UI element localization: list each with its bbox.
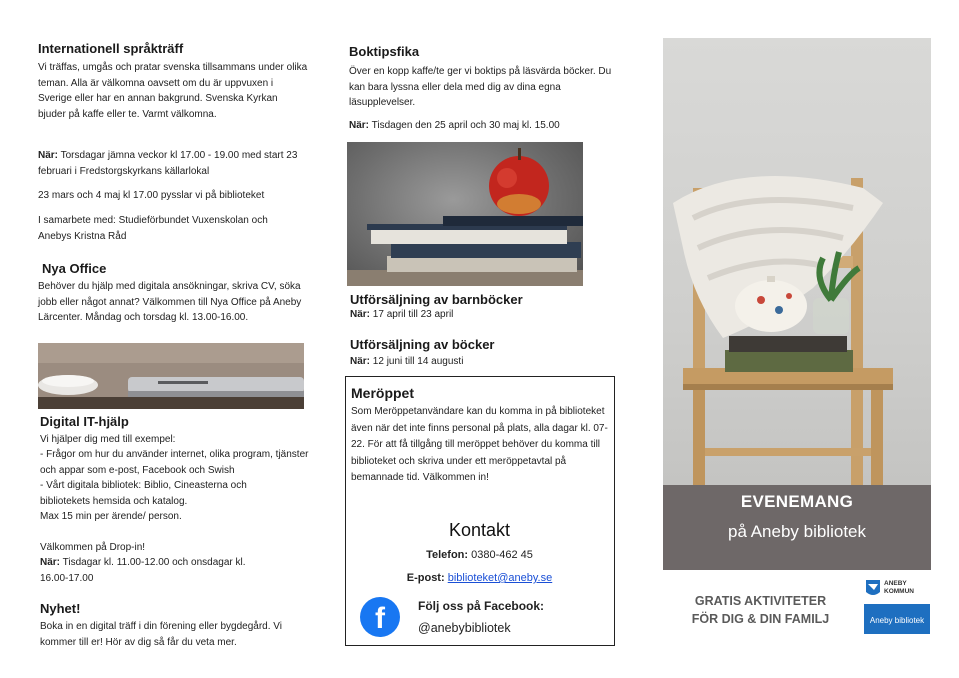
laptop-illustration [38,343,304,409]
contact-phone: Telefon: 0380-462 45 [426,549,533,561]
section-title-barnbocker: Utförsäljning av barnböcker [350,292,523,307]
section-body-boktips: Över en kopp kaffe/te ger vi boktips på läsvärda böcker. Du kan bara lyssna eller dela med dig av dina egna läsupplevelser. [349,66,612,108]
section-bullet2-it: - Vårt digitala bibliotek: Biblio, Cineasterna och bibliotekets hemsida och katalog. [40,480,247,507]
contact-title: Kontakt [448,520,511,540]
section-when-language: När: Torsdagar jämna veckor kl 17.00 - 19.00 med start 23 februari i Fredstorgskyrkans källarlokal [38,150,298,177]
facebook-title: Följ oss på Facebook: [418,599,545,613]
gratis-text [663,592,858,628]
facebook-icon[interactable]: f [360,597,400,637]
contact-email: E-post: biblioteket@aneby.se [406,572,553,584]
section-max-it: Max 15 min per ärende/ person. [40,511,182,522]
gratis-line-1: GRATIS AKTIVITETER [694,594,827,608]
laptop-photo [38,343,304,409]
section-body-nyhet: Boka in en digital träff i din förening eller bygdegård. Vi kommer till er! Hör av dig så får du veta mer. [40,621,283,648]
chair-illustration [663,38,931,485]
apple-books-illustration [347,142,583,286]
logo-label: Aneby bibliotek [869,616,925,625]
section-title-office: Nya Office [42,261,107,276]
meroppet-contact-box [345,376,615,646]
facebook-handle[interactable]: @anebybibliotek [418,621,511,635]
section-title-bocker: Utförsäljning av böcker [350,337,495,352]
section-when-boktips: När: Tisdagen den 25 april och 30 maj kl. 15.00 [349,120,560,131]
section-dropin-it: Välkommen på Drop-in! [40,542,146,553]
section-when-barnbocker: När: 17 april till 23 april [350,309,454,320]
section-body-office: Behöver du hjälp med digitala ansökningar, skriva CV, söka jobb eller något annat? Välkommen till Nya Office på Aneby Lärcenter. Måndag och torsdag kl. 13.00-16.00. [38,281,302,323]
section-extra-language: 23 mars och 4 maj kl 17.00 pysslar vi på biblioteket [38,190,265,201]
chair-photo [663,38,931,485]
aneby-logo [864,578,930,634]
section-title-boktips: Boktipsfika [349,44,420,59]
section-body-language: Vi träffas, umgås och pratar svenska tillsammans under olika teman. Alla är välkomna oavsett om du är uppvuxen i Sverige eller har en annan bakgrund. Svenska Kyrkan bjuder på kaffe eller te. Varmt välkomna. [38,62,308,120]
meroppet-body: Som Meröppetanvändare kan du komma in på biblioteket även när det inte finns personal på plats, alla dagar kl. 07-22. För att få tillgång till meröppet behöver du komma till biblioteket och skriva under ett meröppetavtal på bemannade tid. Välkommen in! [351,406,608,483]
meroppet-title: Meröppet [351,385,414,401]
section-bullet1-it: - Frågor om hur du använder internet, olika program, tjänster och appar som e-post, Facebook och Swish [40,449,309,476]
banner-subtitle: på Aneby bibliotek [728,522,866,541]
section-title-nyhet: Nyhet! [40,601,81,616]
apple-books-photo [347,142,583,286]
section-when-it: När: Tisdagar kl. 11.00-12.00 och onsdagar kl. 16.00-17.00 [40,557,246,584]
event-banner [663,485,931,570]
section-partner-language: I samarbete med: Studieförbundet Vuxenskolan och Anebys Kristna Råd [38,215,268,242]
section-title-language: Internationell språkträff [38,41,184,56]
banner-title: EVENEMANG [740,492,854,511]
section-when-bocker: När: 12 juni till 14 augusti [350,356,464,367]
section-intro-it: Vi hjälper dig med till exempel: [40,434,176,445]
gratis-line-2: FÖR DIG & DIN FAMILJ [691,612,830,626]
logo-name-2: KOMMUN [884,588,914,595]
logo-name-1: ANEBY [884,580,907,587]
section-title-it: Digital IT-hjälp [40,414,129,429]
email-link[interactable]: biblioteket@aneby.se [447,572,553,584]
